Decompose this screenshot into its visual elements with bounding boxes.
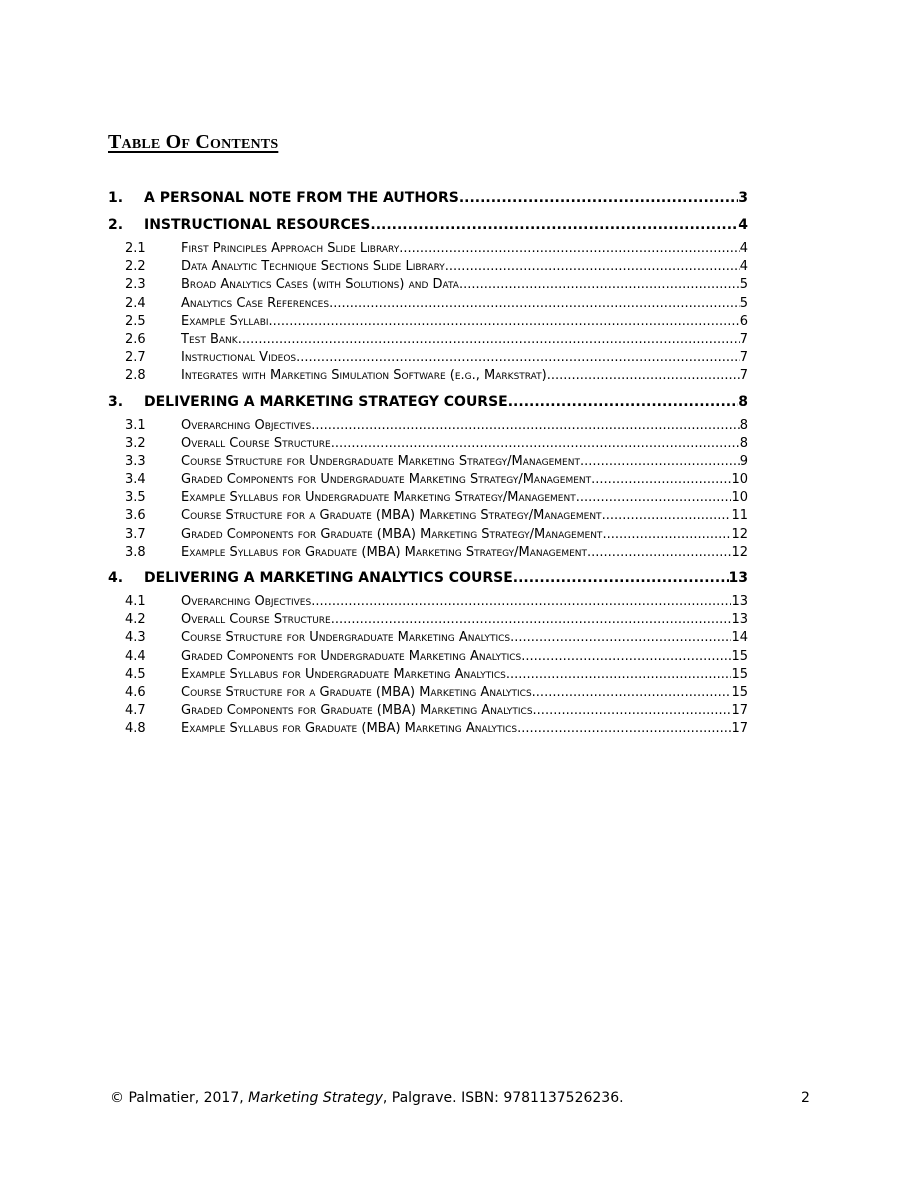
subsection-page-number: 12: [731, 544, 748, 560]
toc-subsection-entry[interactable]: [108, 331, 748, 349]
subsection-title: Graded Components for Undergraduate Marketing Strategy/Management: [181, 472, 592, 488]
subsection-page-number: 5: [739, 295, 748, 311]
toc-section-entry[interactable]: [108, 186, 748, 213]
dot-leader: [521, 648, 731, 666]
section-number: 3.: [108, 393, 124, 410]
toc-subsection-entry[interactable]: [108, 544, 748, 562]
section-number: 1.: [108, 190, 124, 206]
toc-subsection-entry[interactable]: [108, 593, 748, 611]
subsection-page-number: 13: [731, 594, 748, 609]
subsection-page-number: 4: [739, 259, 748, 275]
subsection-number: 4.1: [125, 594, 146, 609]
subsection-number: 3.7: [125, 526, 146, 542]
dot-leader: [445, 258, 740, 276]
toc-subsection-entry[interactable]: [108, 720, 748, 738]
section-gap: [108, 739, 748, 743]
subsection-title: Data Analytic Technique Sections Slide Library: [181, 259, 445, 275]
dot-leader: [580, 453, 740, 471]
subsection-number: 2.8: [125, 368, 146, 384]
subsection-number: 3.6: [125, 508, 146, 524]
subsection-page-number: 11: [731, 508, 748, 524]
subsection-number: 3.5: [125, 490, 146, 506]
subsection-page-number: 10: [731, 490, 748, 506]
subsection-number: 2.4: [125, 295, 146, 311]
toc-subsection-entry[interactable]: [108, 684, 748, 702]
subsection-number: 2.3: [125, 277, 146, 293]
dot-leader: [533, 702, 732, 720]
subsection-title: Course Structure for a Graduate (MBA) Marketing Analytics: [181, 684, 532, 700]
toc-subsection-entry[interactable]: [108, 276, 748, 294]
dot-leader: [459, 186, 738, 210]
toc-subsection-entry[interactable]: [108, 349, 748, 367]
subsection-number: 4.7: [125, 703, 146, 719]
dot-leader: [587, 544, 731, 562]
subsection-title: First Principles Approach Slide Library: [181, 241, 400, 256]
section-page-number: 8: [738, 393, 748, 410]
subsection-title: Example Syllabus for Graduate (MBA) Marketing Analytics: [181, 721, 518, 737]
dot-leader: [506, 666, 732, 684]
dot-leader: [547, 367, 740, 385]
subsection-page-number: 6: [739, 313, 748, 329]
dot-leader: [459, 276, 740, 294]
dot-leader: [370, 213, 738, 237]
subsection-title: Graded Components for Graduate (MBA) Marketing Analytics: [181, 703, 533, 719]
section-page-number: 4: [738, 217, 748, 233]
subsection-number: 2.2: [125, 259, 146, 275]
subsection-number: 2.7: [125, 350, 146, 366]
subsection-page-number: 15: [731, 648, 748, 664]
subsection-title: Example Syllabus for Undergraduate Marketing Analytics: [181, 666, 506, 682]
subsection-title: Example Syllabus for Graduate (MBA) Marketing Strategy/Management: [181, 544, 588, 560]
dot-leader: [510, 629, 731, 647]
subsection-title: Course Structure for Undergraduate Marketing Strategy/Management: [181, 453, 580, 469]
section-page-number: 3: [738, 190, 748, 206]
footer-prefix: © Palmatier, 2017,: [110, 1090, 249, 1106]
subsection-page-number: 7: [739, 331, 748, 347]
dot-leader: [602, 507, 732, 525]
subsection-title: Example Syllabus for Undergraduate Marketing Strategy/Management: [181, 490, 576, 506]
subsection-page-number: 13: [731, 612, 748, 628]
subsection-number: 3.1: [125, 417, 146, 433]
footer-book-title: Marketing Strategy: [248, 1090, 383, 1106]
dot-leader: [311, 417, 740, 435]
subsection-title: Course Structure for Undergraduate Marketing Analytics: [181, 630, 511, 646]
subsection-number: 4.6: [125, 684, 146, 700]
dot-leader: [269, 313, 740, 331]
toc-subsection-entry[interactable]: [108, 453, 748, 471]
subsection-page-number: 5: [739, 277, 748, 293]
subsection-page-number: 15: [731, 684, 748, 700]
toc-subsection-entry[interactable]: [108, 611, 748, 629]
subsection-number: 3.2: [125, 435, 146, 451]
subsection-title: Example Syllabi: [181, 313, 269, 329]
section-title: A PERSONAL NOTE FROM THE AUTHORS: [144, 190, 459, 206]
subsection-page-number: 8: [739, 417, 748, 433]
subsection-number: 2.5: [125, 313, 146, 329]
section-title: DELIVERING A MARKETING STRATEGY COURSE: [144, 393, 508, 410]
footer-citation: [110, 1090, 624, 1106]
subsection-number: 4.4: [125, 648, 146, 664]
dot-leader: [331, 435, 740, 453]
subsection-page-number: 9: [739, 453, 748, 469]
subsection-title: Overarching Objectives: [181, 594, 312, 609]
toc-section-entry[interactable]: [108, 566, 748, 593]
toc-subsection-entry[interactable]: [108, 666, 748, 684]
toc-title: Table Of Contents: [108, 131, 279, 153]
toc-subsection-entry[interactable]: [108, 702, 748, 720]
subsection-title: Analytics Case References: [181, 295, 330, 311]
subsection-number: 4.5: [125, 666, 146, 682]
subsection-page-number: 17: [731, 703, 748, 719]
dot-leader: [296, 349, 740, 367]
toc-subsection-entry[interactable]: [108, 471, 748, 489]
subsection-page-number: 4: [739, 241, 748, 256]
section-page-number: 13: [728, 570, 748, 586]
dot-leader: [591, 471, 731, 489]
subsection-page-number: 8: [739, 435, 748, 451]
toc-subsection-entry[interactable]: [108, 629, 748, 647]
footer-suffix: , Palgrave. ISBN: 9781137526236.: [382, 1090, 624, 1106]
subsection-page-number: 10: [731, 472, 748, 488]
dot-leader: [532, 684, 732, 702]
dot-leader: [311, 593, 731, 611]
toc-subsection-entry[interactable]: [108, 507, 748, 525]
subsection-number: 2.1: [125, 241, 146, 256]
table-of-contents: [108, 186, 748, 743]
subsection-page-number: 7: [739, 350, 748, 366]
toc-subsection-entry[interactable]: [108, 295, 748, 313]
subsection-number: 3.8: [125, 544, 146, 560]
subsection-title: Graded Components for Graduate (MBA) Marketing Strategy/Management: [181, 526, 603, 542]
section-number: 2.: [108, 217, 124, 233]
dot-leader: [576, 489, 732, 507]
toc-section-entry[interactable]: [108, 213, 748, 240]
toc-section-entry[interactable]: [108, 390, 748, 417]
toc-subsection-entry[interactable]: [108, 313, 748, 331]
subsection-title: Integrates with Marketing Simulation Software (e.g., Markstrat): [181, 368, 547, 384]
dot-leader: [331, 611, 732, 629]
subsection-page-number: 17: [731, 721, 748, 737]
subsection-number: 4.2: [125, 612, 146, 628]
section-number: 4.: [108, 570, 124, 586]
dot-leader: [238, 331, 740, 349]
toc-subsection-entry[interactable]: [108, 489, 748, 507]
page-number: 2: [801, 1090, 810, 1106]
toc-subsection-entry[interactable]: [108, 258, 748, 276]
subsection-title: Overarching Objectives: [181, 417, 312, 433]
subsection-page-number: 14: [731, 630, 748, 646]
toc-subsection-entry[interactable]: [108, 240, 748, 258]
subsection-page-number: 15: [731, 666, 748, 682]
section-title: INSTRUCTIONAL RESOURCES: [144, 217, 371, 233]
dot-leader: [513, 566, 729, 590]
subsection-title: Course Structure for a Graduate (MBA) Marketing Strategy/Management: [181, 508, 602, 524]
dot-leader: [508, 390, 739, 414]
toc-subsection-entry[interactable]: [108, 417, 748, 435]
dot-leader: [399, 240, 740, 258]
toc-subsection-entry[interactable]: [108, 435, 748, 453]
subsection-number: 4.3: [125, 630, 146, 646]
subsection-title: Instructional Videos: [181, 350, 297, 366]
subsection-title: Overall Course Structure: [181, 435, 331, 451]
section-title: DELIVERING A MARKETING ANALYTICS COURSE: [144, 570, 513, 586]
subsection-title: Test Bank: [181, 331, 238, 347]
dot-leader: [517, 720, 731, 738]
subsection-number: 2.6: [125, 331, 146, 347]
subsection-number: 3.3: [125, 453, 146, 469]
subsection-title: Graded Components for Undergraduate Marketing Analytics: [181, 648, 522, 664]
dot-leader: [602, 526, 731, 544]
subsection-title: Overall Course Structure: [181, 612, 331, 628]
dot-leader: [329, 295, 740, 313]
toc-subsection-entry[interactable]: [108, 648, 748, 666]
toc-subsection-entry[interactable]: [108, 367, 748, 385]
subsection-title: Broad Analytics Cases (with Solutions) and Data: [181, 277, 459, 293]
toc-subsection-entry[interactable]: [108, 526, 748, 544]
subsection-page-number: 12: [731, 526, 748, 542]
subsection-page-number: 7: [739, 368, 748, 384]
subsection-number: 4.8: [125, 721, 146, 737]
subsection-number: 3.4: [125, 472, 146, 488]
